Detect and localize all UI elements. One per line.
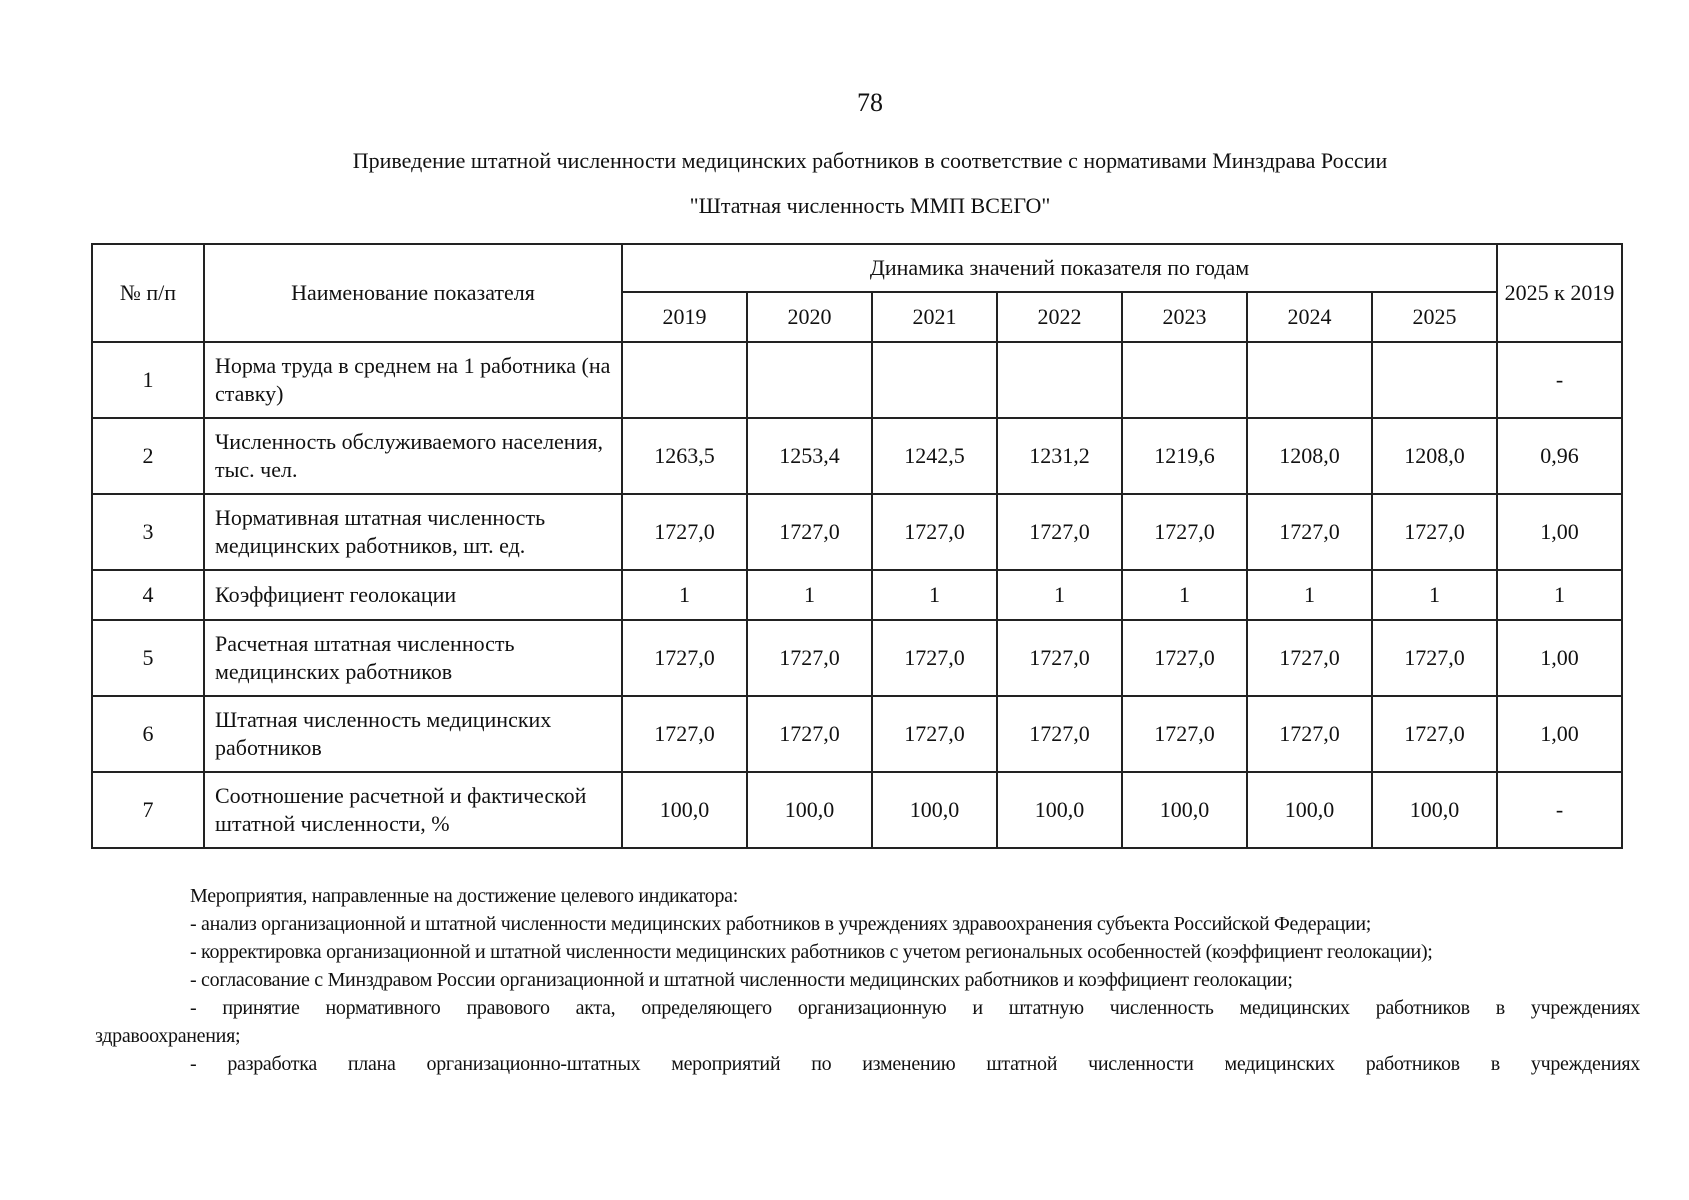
row-value: 1727,0 — [1372, 494, 1497, 570]
row-name: Коэффициент геолокации — [204, 570, 622, 620]
row-num: 1 — [92, 342, 204, 418]
row-name: Нормативная штатная численность медицинских работников, шт. ед. — [204, 494, 622, 570]
row-value: 1727,0 — [997, 696, 1122, 772]
row-value: 1727,0 — [872, 494, 997, 570]
measures-section — [95, 882, 1640, 1078]
row-value: 1727,0 — [747, 696, 872, 772]
measures-item-continuation: здравоохранения; — [95, 1025, 241, 1047]
row-ratio: 1,00 — [1497, 620, 1622, 696]
measures-heading: Мероприятия, направленные на достижение целевого индикатора: — [190, 885, 739, 907]
row-value: 1727,0 — [997, 494, 1122, 570]
header-year: 2021 — [872, 292, 997, 342]
header-name: Наименование показателя — [204, 244, 622, 342]
row-ratio: 1 — [1497, 570, 1622, 620]
row-value: 1727,0 — [622, 696, 747, 772]
measures-item: - анализ организационной и штатной численности медицинских работников в учреждениях здравоохранения субъекта Российской Федерации; — [190, 913, 1372, 935]
table-row — [92, 772, 1622, 848]
header-year: 2023 — [1122, 292, 1247, 342]
row-ratio: - — [1497, 342, 1622, 418]
measures-item: - разработка плана организационно-штатных мероприятий по изменению штатной численности медицинских работников в учреждениях — [190, 1053, 1640, 1075]
row-value: 1263,5 — [622, 418, 747, 494]
measures-item: - корректировка организационной и штатной численности медицинских работников с учетом региональных особенностей (коэффициент геолокации); — [190, 941, 1433, 963]
row-name: Штатная численность медицинских работников — [204, 696, 622, 772]
table-row — [92, 342, 1622, 418]
row-value: 1727,0 — [1122, 696, 1247, 772]
row-value: 1219,6 — [1122, 418, 1247, 494]
row-num: 7 — [92, 772, 204, 848]
row-value: 1 — [1122, 570, 1247, 620]
row-ratio: 1,00 — [1497, 494, 1622, 570]
row-num: 3 — [92, 494, 204, 570]
row-value — [747, 342, 872, 418]
header-year: 2019 — [622, 292, 747, 342]
row-value — [622, 342, 747, 418]
row-value: 1727,0 — [747, 620, 872, 696]
measures-item: - принятие нормативного правового акта, определяющего организационную и штатную численность медицинских работников в учреждениях — [190, 997, 1640, 1019]
row-value: 1727,0 — [622, 620, 747, 696]
row-name: Норма труда в среднем на 1 работника (на ставку) — [204, 342, 622, 418]
table-row — [92, 620, 1622, 696]
row-ratio: - — [1497, 772, 1622, 848]
row-value: 1727,0 — [997, 620, 1122, 696]
row-value: 1727,0 — [1247, 696, 1372, 772]
header-num: № п/п — [92, 244, 204, 342]
row-value: 100,0 — [1372, 772, 1497, 848]
row-value: 1 — [1372, 570, 1497, 620]
row-value: 100,0 — [622, 772, 747, 848]
row-value: 1727,0 — [1122, 494, 1247, 570]
row-num: 2 — [92, 418, 204, 494]
row-value: 1727,0 — [872, 696, 997, 772]
row-value — [997, 342, 1122, 418]
row-name: Расчетная штатная численность медицинских работников — [204, 620, 622, 696]
row-value: 1253,4 — [747, 418, 872, 494]
row-value: 1727,0 — [1122, 620, 1247, 696]
row-value: 1727,0 — [872, 620, 997, 696]
row-value: 1208,0 — [1247, 418, 1372, 494]
row-value: 100,0 — [997, 772, 1122, 848]
page-number: 78 — [857, 88, 883, 117]
row-value: 1727,0 — [1247, 494, 1372, 570]
row-ratio: 0,96 — [1497, 418, 1622, 494]
row-value: 1242,5 — [872, 418, 997, 494]
row-ratio: 1,00 — [1497, 696, 1622, 772]
row-value: 100,0 — [1247, 772, 1372, 848]
row-value: 100,0 — [747, 772, 872, 848]
row-value: 1 — [747, 570, 872, 620]
row-value — [1247, 342, 1372, 418]
row-value: 1208,0 — [1372, 418, 1497, 494]
header-row-top — [92, 244, 1622, 292]
row-num: 5 — [92, 620, 204, 696]
header-year: 2022 — [997, 292, 1122, 342]
row-value: 1 — [872, 570, 997, 620]
indicator-table — [91, 243, 1623, 849]
table-row — [92, 494, 1622, 570]
row-value — [1122, 342, 1247, 418]
row-value — [1372, 342, 1497, 418]
row-value — [872, 342, 997, 418]
table-subtitle: "Штатная численность ММП ВСЕГО" — [689, 193, 1051, 218]
row-value: 100,0 — [872, 772, 997, 848]
row-num: 6 — [92, 696, 204, 772]
row-value: 1 — [622, 570, 747, 620]
table-row — [92, 696, 1622, 772]
row-value: 1727,0 — [1247, 620, 1372, 696]
row-value: 1 — [1247, 570, 1372, 620]
header-year: 2024 — [1247, 292, 1372, 342]
header-year: 2020 — [747, 292, 872, 342]
table-row — [92, 418, 1622, 494]
row-value: 1727,0 — [1372, 620, 1497, 696]
row-num: 4 — [92, 570, 204, 620]
row-value: 1231,2 — [997, 418, 1122, 494]
row-value: 1727,0 — [747, 494, 872, 570]
header-ratio: 2025 к 2019 — [1497, 244, 1622, 342]
header-year: 2025 — [1372, 292, 1497, 342]
table-row — [92, 570, 1622, 620]
measures-item: - согласование с Минздравом России организационной и штатной численности медицинских работников и коэффициент геолокации; — [190, 969, 1293, 991]
row-name: Численность обслуживаемого населения, тыс. чел. — [204, 418, 622, 494]
row-value: 1 — [997, 570, 1122, 620]
header-dynamics: Динамика значений показателя по годам — [622, 244, 1497, 292]
row-value: 100,0 — [1122, 772, 1247, 848]
row-name: Соотношение расчетной и фактической штатной численности, % — [204, 772, 622, 848]
row-value: 1727,0 — [1372, 696, 1497, 772]
row-value: 1727,0 — [622, 494, 747, 570]
document-title: Приведение штатной численности медицинских работников в соответствие с нормативами Минздрава России — [352, 148, 1388, 173]
